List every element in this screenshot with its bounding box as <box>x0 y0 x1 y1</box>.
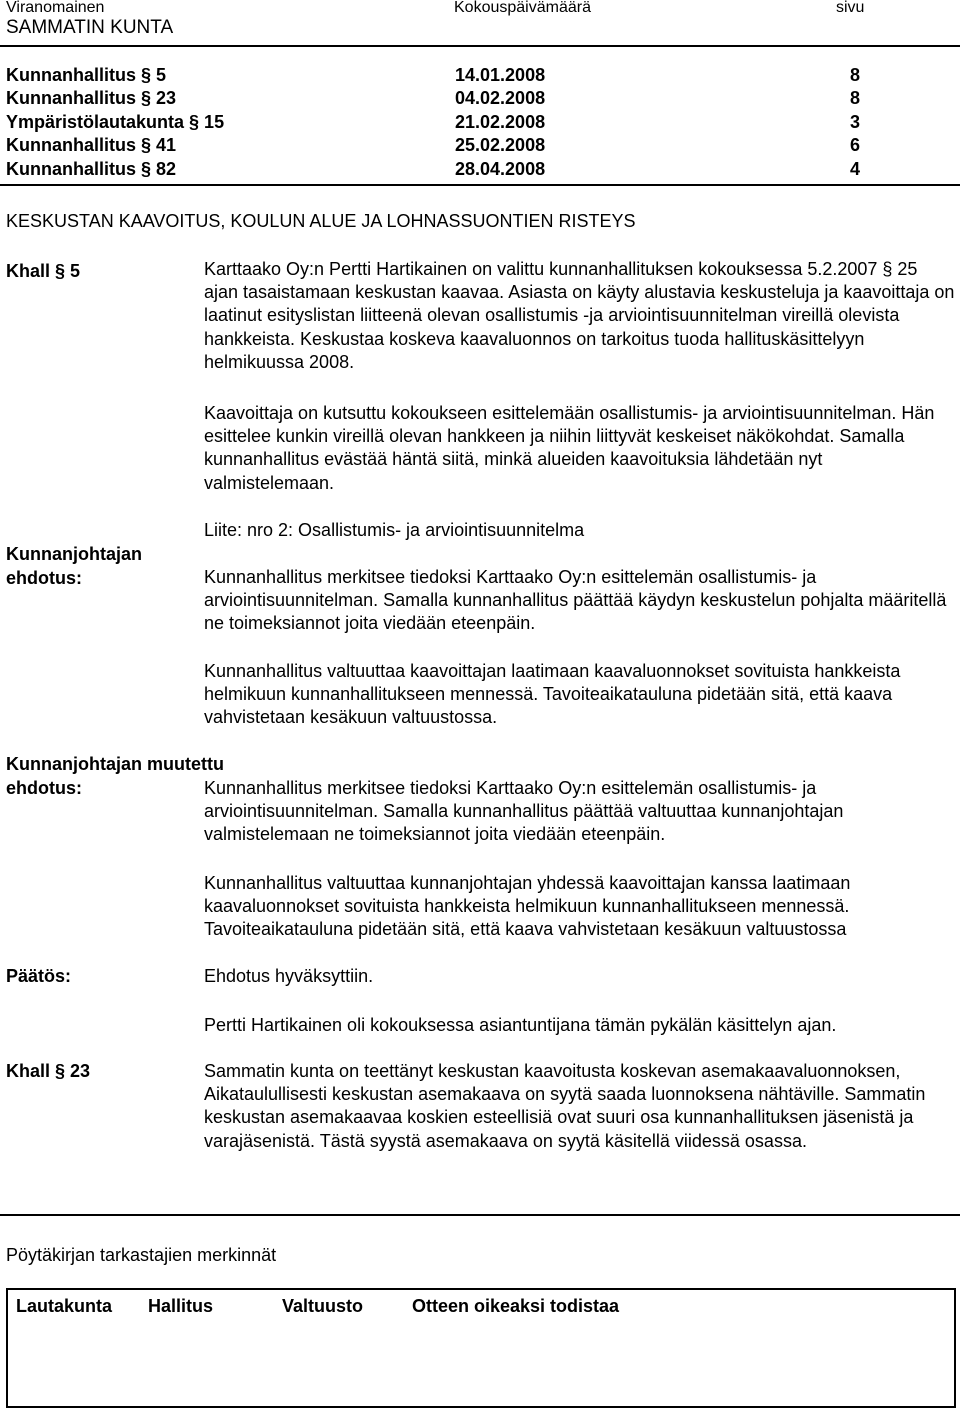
decision-text: Ehdotus hyväksyttiin. <box>204 966 374 986</box>
meeting-page: 6 <box>850 135 861 155</box>
meeting-date: 25.02.2008 <box>455 135 546 155</box>
reviewers-label: Pöytäkirjan tarkastajien merkinnät <box>6 1245 277 1265</box>
meeting-body: Ympäristölautakunta § 15 <box>6 112 225 132</box>
footer-signature-table <box>6 1288 956 1408</box>
meeting-date: 28.04.2008 <box>455 159 546 179</box>
khall5-paragraph-2: Kaavoittaja on kutsuttu kokoukseen esittelemään osallistumis- ja arviointisuunnitelman. Hän esittelee kunkin vireillä olevan hankkeen ja niihin liittyvät keskeiset näkökohdat. Samalla kunnanhallitus evästää häntä siitä, minkä alueiden kaavoituksia lähdetään nyt valmistelemaan. <box>204 403 935 493</box>
header-divider <box>0 45 960 47</box>
decision-label: Päätös: <box>6 966 72 986</box>
proposal-paragraph-1: Kunnanhallitus merkitsee tiedoksi Karttaako Oy:n esittelemän osallistumis- ja arviointisuunnitelman. Samalla kunnanhallitus päättää käydyn keskustelun pohjalta määritellä ne toimeksiannot joita viedään eteenpäin. <box>204 567 947 634</box>
proposal-paragraph-2: Kunnanhallitus valtuuttaa kaavoittajan laatimaan kaavaluonnokset sovituista hankkeista helmikuun kunnanhallitukseen mennessä. Tavoiteaikatauluna pidetään sitä, että kaava vahvistetaan kesäkuun valtuustossa. <box>204 661 901 728</box>
khall23-label: Khall § 23 <box>6 1061 91 1081</box>
municipality-name: SAMMATIN KUNTA <box>6 17 174 38</box>
column-board: Lautakunta <box>16 1296 113 1316</box>
header-date-label: Kokouspäivämäärä <box>454 0 591 16</box>
meeting-body: Kunnanhallitus § 82 <box>6 159 177 179</box>
proposal-label-line1: Kunnanjohtajan <box>6 544 142 564</box>
meeting-body: Kunnanhallitus § 23 <box>6 88 177 108</box>
modified-proposal-label-line2: ehdotus: <box>6 778 82 798</box>
meeting-page: 8 <box>850 88 861 108</box>
page-title: KESKUSTAN KAAVOITUS, KOULUN ALUE JA LOHNASSUONTIEN RISTEYS <box>6 211 636 231</box>
decision-note: Pertti Hartikainen oli kokouksessa asiantuntijana tämän pykälän käsittelyn ajan. <box>204 1015 837 1035</box>
meeting-date: 04.02.2008 <box>455 88 546 108</box>
khall5-label: Khall § 5 <box>6 261 81 281</box>
meeting-page: 3 <box>850 112 861 132</box>
footer-divider <box>0 1214 960 1216</box>
meeting-page: 4 <box>850 159 861 179</box>
meeting-date: 21.02.2008 <box>455 112 546 132</box>
header-authority-label: Viranomainen <box>6 0 105 16</box>
khall5-paragraph-1: Karttaako Oy:n Pertti Hartikainen on valittu kunnanhallituksen kokouksessa 5.2.2007 § 25 ajan tasaistamaan keskustan kaavaa. Asiasta on käyty alustavia keskusteluja ja kaavoittaja on laatinut esityslistan liitteenä olevan osallistumis -ja arviointisuunnitelman vireillä olevista hankkeista. Keskustaa koskeva kaavaluonnos on tarkoitus tuoda hallituskäsittelyyn helmikuussa 2008. <box>204 259 955 372</box>
modified-proposal-paragraph-1: Kunnanhallitus merkitsee tiedoksi Karttaako Oy:n esittelemän osallistumis- ja arviointisuunnitelman. Samalla kunnanhallitus päättää valtuuttaa kunnanjohtajan valmistelemaan ne toimeksiannot joita viedään eteenpäin. <box>204 778 844 845</box>
proposal-label-line2: ehdotus: <box>6 568 82 588</box>
meeting-date: 14.01.2008 <box>455 65 546 85</box>
attachment-note: Liite: nro 2: Osallistumis- ja arviointisuunnitelma <box>204 520 585 540</box>
khall23-paragraph: Sammatin kunta on teettänyt keskustan kaavoitusta koskevan asemakaavaluonnoksen, Aikataulullisesti keskustan asemakaava on syytä saada luonnoksena nähtäville. Sammatin keskustan asemakaavaa koskien esteellisiä ovat suuri osa kunnanhallituksen jäsenistä ja varajäsenistä. Tästä syystä asemakaava on syytä käsitellä viidessä osassa. <box>204 1061 926 1151</box>
column-certified: Otteen oikeaksi todistaa <box>412 1296 620 1316</box>
meeting-page: 8 <box>850 65 861 85</box>
meeting-list-divider <box>0 184 960 186</box>
modified-proposal-label-line1: Kunnanjohtajan muutettu <box>6 754 224 774</box>
column-government: Hallitus <box>148 1296 214 1316</box>
meeting-body: Kunnanhallitus § 41 <box>6 135 177 155</box>
meeting-body: Kunnanhallitus § 5 <box>6 65 167 85</box>
header-page-label: sivu <box>836 0 865 16</box>
modified-proposal-paragraph-2: Kunnanhallitus valtuuttaa kunnanjohtajan yhdessä kaavoittajan kanssa laatimaan kaavaluonnokset sovituista hankkeista helmikuun kunnanhallitukseen mennessä. Tavoiteaikatauluna pidetään sitä, että kaava vahvistetaan kesäkuun valtuustossa <box>204 873 851 940</box>
column-council: Valtuusto <box>282 1296 364 1316</box>
